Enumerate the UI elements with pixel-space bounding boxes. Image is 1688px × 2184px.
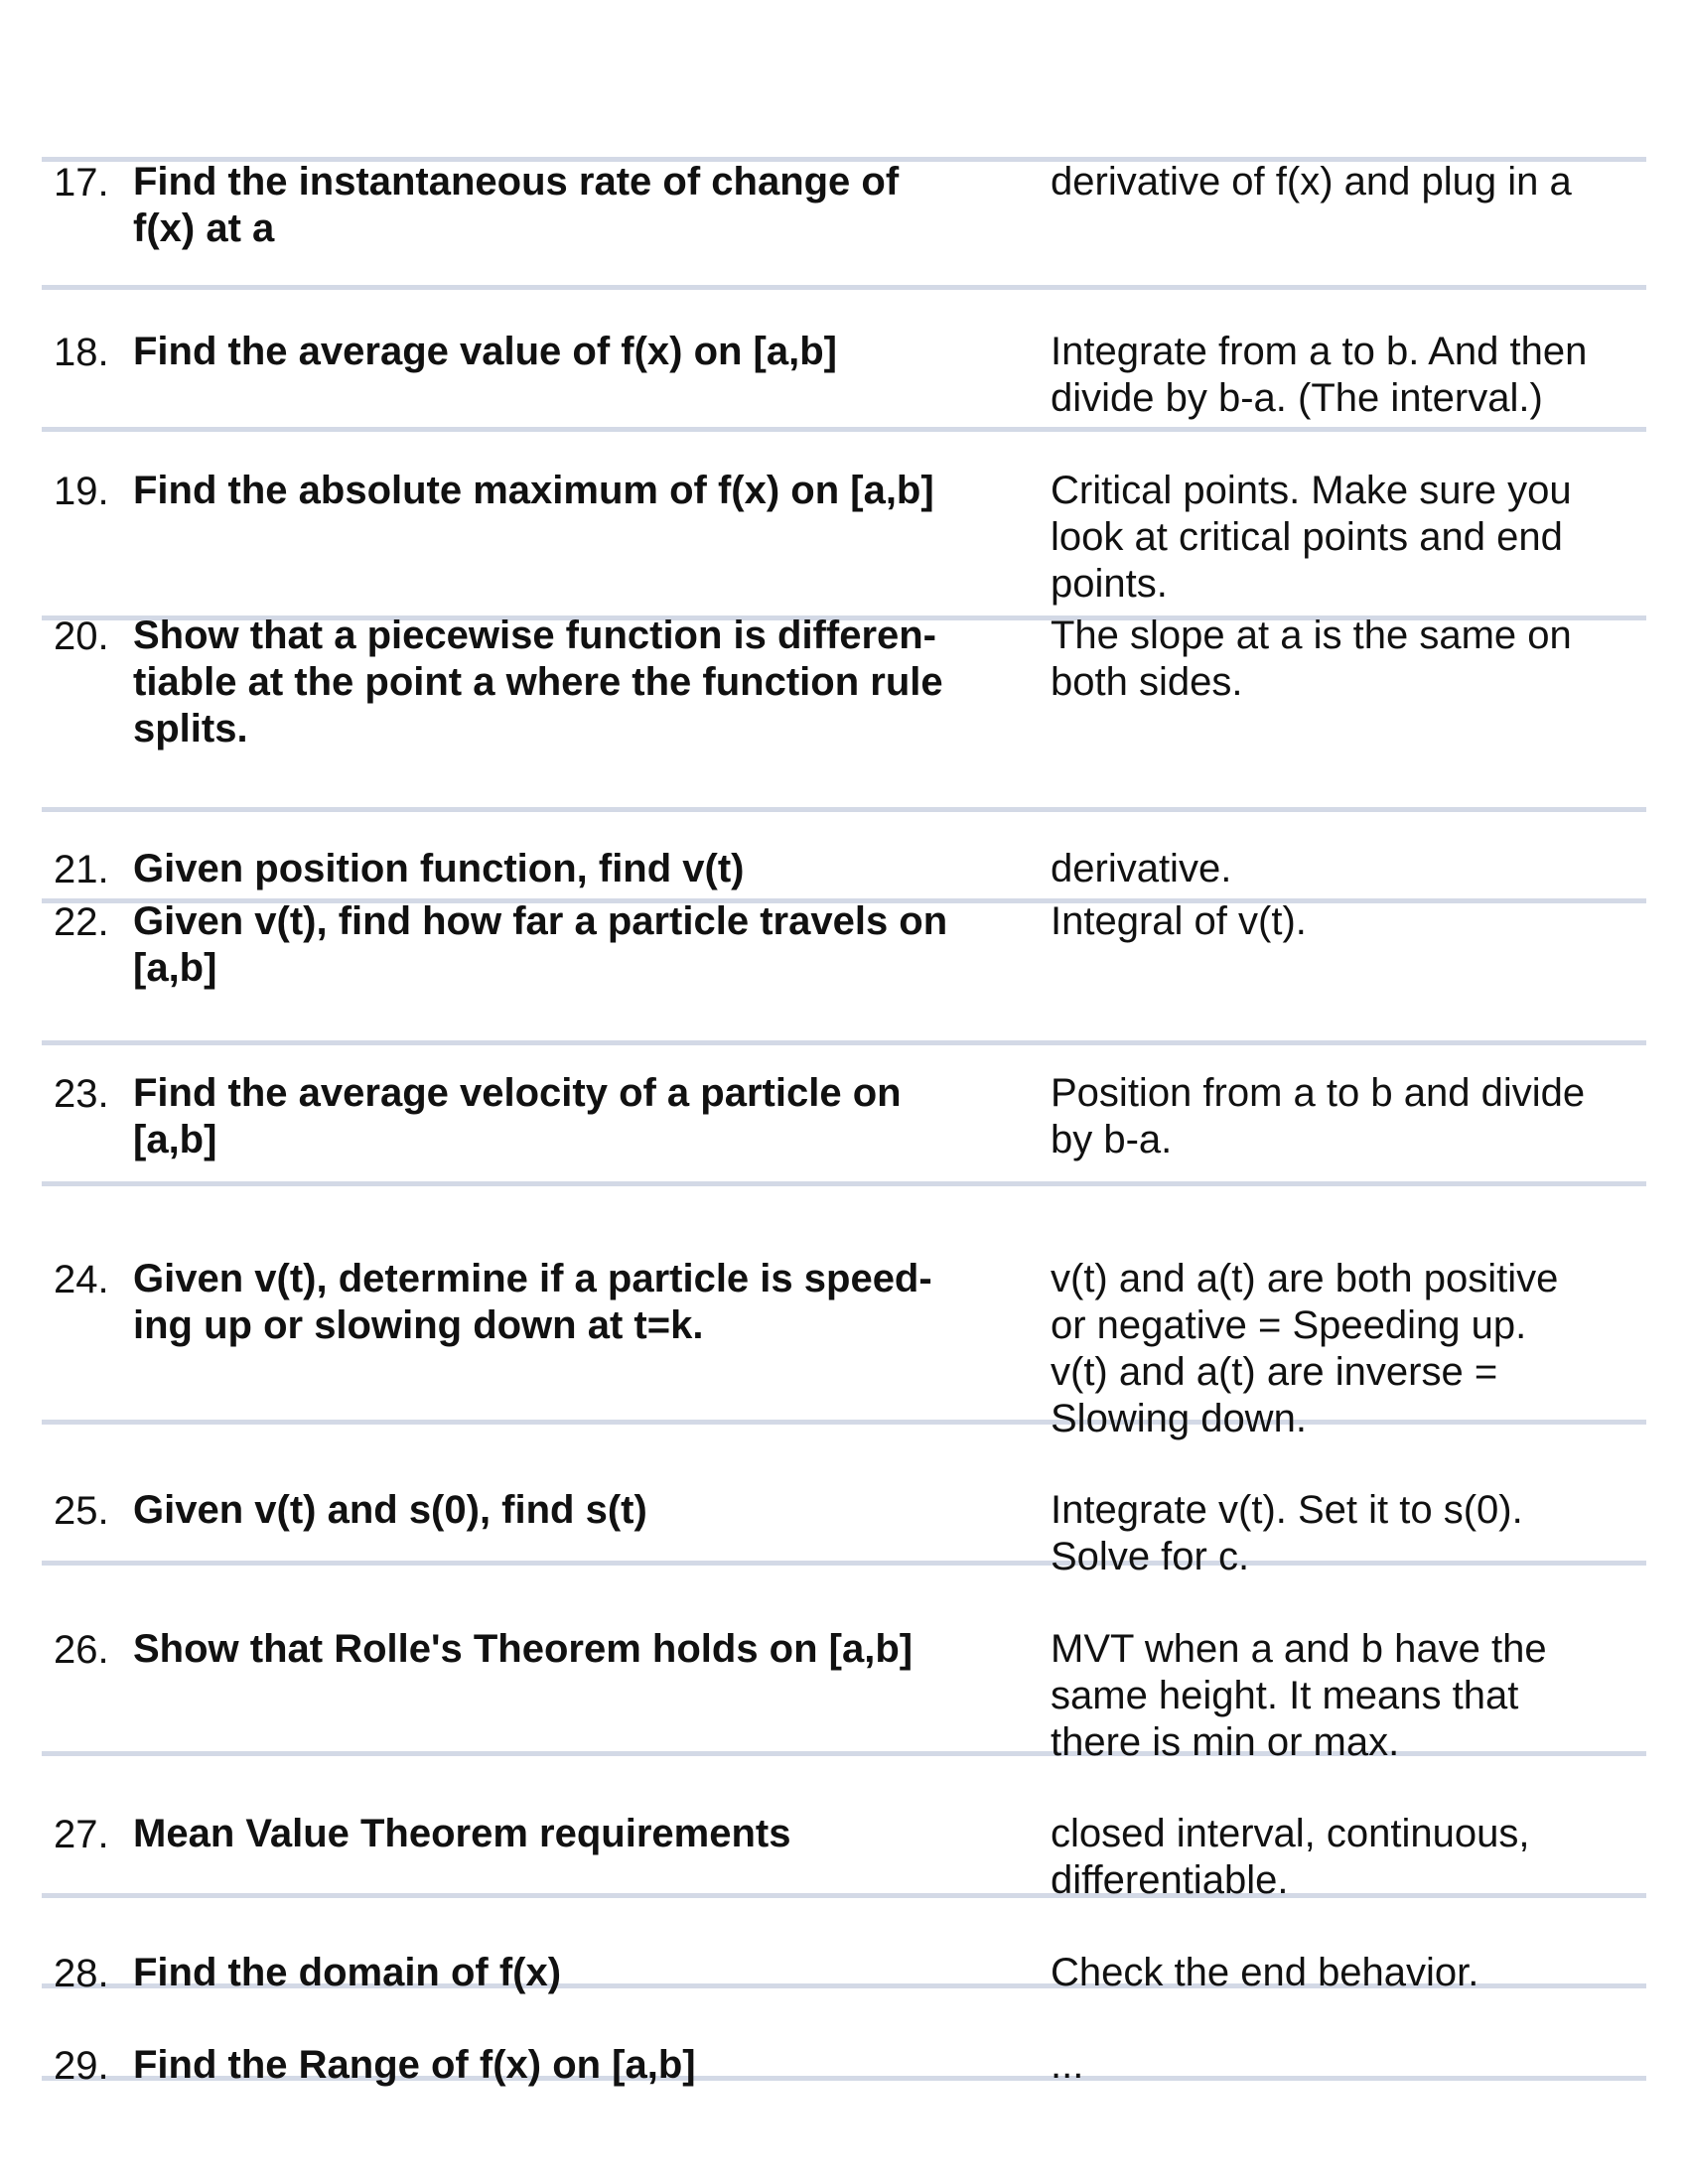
card-number: 26. xyxy=(54,1628,109,1672)
card-question: Find the instantaneous rate of change of f(x) at a xyxy=(133,160,900,250)
separator-rule xyxy=(42,285,1646,290)
card-question: Given v(t), find how far a particle travels on [a,b] xyxy=(133,899,948,990)
separator-rule xyxy=(42,1040,1646,1045)
card-question: Find the average value of f(x) on [a,b] xyxy=(133,330,837,373)
card-answer: Check the end behavior. xyxy=(1051,1951,1479,1994)
card-question: Given v(t) and s(0), find s(t) xyxy=(133,1488,647,1532)
card-answer: derivative. xyxy=(1051,847,1232,890)
card-answer: Position from a to b and divide by b-a. xyxy=(1051,1071,1586,1161)
card-number: 27. xyxy=(54,1813,109,1856)
separator-rule xyxy=(42,427,1646,432)
card-number: 19. xyxy=(54,470,109,513)
card-number: 24. xyxy=(54,1258,109,1301)
card-answer: closed interval, continuous, differentiable. xyxy=(1051,1812,1530,1902)
card-answer: Integrate from a to b. And then divide by b-a. (The interval.) xyxy=(1051,330,1588,420)
card-number: 20. xyxy=(54,614,109,658)
card-question: Find the Range of f(x) on [a,b] xyxy=(133,2043,696,2087)
card-number: 22. xyxy=(54,900,109,944)
card-answer: Integrate v(t). Set it to s(0). Solve for c. xyxy=(1051,1488,1523,1578)
card-number: 21. xyxy=(54,848,109,891)
card-answer: The slope at a is the same on both sides. xyxy=(1051,614,1572,704)
card-number: 25. xyxy=(54,1489,109,1533)
card-question: Given v(t), determine if a particle is speed- ing up or slowing down at t=k. xyxy=(133,1257,932,1347)
card-number: 23. xyxy=(54,1072,109,1116)
card-question: Mean Value Theorem requirements xyxy=(133,1812,791,1855)
card-answer: v(t) and a(t) are both positive or negative = Speeding up. v(t) and a(t) are inverse = Slowing down. xyxy=(1051,1257,1559,1440)
card-answer: Integral of v(t). xyxy=(1051,899,1307,943)
card-number: 29. xyxy=(54,2044,109,2088)
card-number: 28. xyxy=(54,1952,109,1995)
card-question: Show that a piecewise function is differen- tiable at the point a where the function rule splits. xyxy=(133,614,943,751)
separator-rule xyxy=(42,1181,1646,1186)
card-number: 18. xyxy=(54,331,109,374)
card-question: Find the average velocity of a particle on [a,b] xyxy=(133,1071,902,1161)
separator-rule xyxy=(42,807,1646,812)
card-question: Show that Rolle's Theorem holds on [a,b] xyxy=(133,1627,914,1671)
card-answer: ... xyxy=(1051,2043,1084,2087)
card-answer: MVT when a and b have the same height. It means that there is min or max. xyxy=(1051,1627,1547,1764)
card-answer: derivative of f(x) and plug in a xyxy=(1051,160,1572,204)
card-question: Given position function, find v(t) xyxy=(133,847,745,890)
card-question: Find the domain of f(x) xyxy=(133,1951,562,1994)
card-number: 17. xyxy=(54,161,109,205)
card-question: Find the absolute maximum of f(x) on [a,b] xyxy=(133,469,934,512)
card-answer: Critical points. Make sure you look at critical points and end points. xyxy=(1051,469,1572,606)
